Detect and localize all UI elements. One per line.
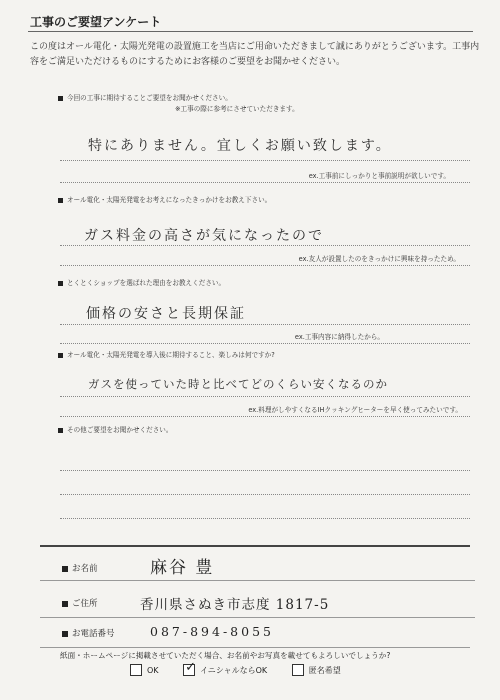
answer-1: 特にありません。宜しくお願い致します。 — [88, 138, 392, 154]
answer-2-line — [60, 245, 470, 246]
example-2: ex.友人が設置したのをきっかけに興味を持ったため。 — [298, 255, 460, 263]
question-4 — [58, 349, 275, 359]
answer-2-line-2 — [60, 265, 470, 266]
address-value: 香川県さぬき市志度 1817-5 — [140, 597, 330, 613]
question-2 — [58, 194, 271, 204]
answer-3-line — [60, 324, 470, 325]
option-ok-label: OK — [147, 665, 159, 675]
example-1: ex.工事前にしっかりと事前説明が欲しいです。 — [308, 172, 450, 180]
answer-5-line — [60, 470, 470, 471]
bullet-icon — [58, 96, 63, 101]
question-1-label: 今回の工事に期待することご要望をお聞かせください。 — [67, 94, 232, 102]
phone-label: お電話番号 — [72, 629, 115, 639]
answer-4-line — [60, 396, 470, 397]
phone-value: 087-894-8055 — [150, 624, 274, 639]
name-field — [62, 562, 98, 574]
name-value: 麻谷 豊 — [150, 558, 215, 578]
option-ok-checkbox[interactable] — [130, 664, 142, 676]
bullet-icon — [62, 601, 68, 607]
option-initials-ok[interactable] — [183, 660, 268, 676]
intro-text: この度はオール電化・太陽光発電の設置施工を当店にご用命いただきまして誠にありがとうございます。工事内容をご満足いただけるものにするためにお客様のご要望をお聞かせください。 — [30, 42, 480, 67]
name-label: お名前 — [72, 564, 98, 574]
example-4: ex.料理がしやすくなるIHクッキングヒーターを早く使ってみたいです。 — [248, 406, 462, 414]
answer-1-line — [60, 160, 470, 161]
option-initials-ok-label: イニシャルならOK — [200, 665, 268, 675]
answer-1-line-2 — [60, 182, 470, 183]
question-2-label: オール電化・太陽光発電をお考えになったきっかけをお教え下さい。 — [67, 196, 272, 204]
answer-4-line-2 — [60, 416, 470, 417]
question-3-label: とくとくショップを選ばれた理由をお教えください。 — [67, 279, 226, 287]
answer-3-line-2 — [60, 343, 470, 344]
check-icon: ✓ — [185, 660, 196, 675]
answer-5-line-2 — [60, 494, 470, 495]
question-5-label: その他ご要望をお聞かせください。 — [67, 426, 173, 434]
question-1 — [58, 92, 232, 102]
option-initials-ok-checkbox[interactable] — [183, 660, 196, 676]
name-line — [40, 580, 475, 581]
consent-question: 紙面・ホームページに掲載させていただく場合、お名前やお写真を載せてもよろしいでしょうか? — [60, 651, 391, 660]
option-ok[interactable] — [130, 664, 159, 676]
answer-2: ガス料金の高さが気になったので — [84, 228, 324, 244]
address-field — [62, 597, 98, 609]
question-5 — [58, 424, 173, 434]
answer-4: ガスを使っていた時と比べてどのくらい安くなるのか — [88, 377, 388, 391]
option-anonymous-checkbox[interactable] — [292, 664, 304, 676]
question-4-label: オール電化・太陽光発電を導入後に期待すること、楽しみは何ですか? — [67, 351, 275, 359]
bullet-icon — [58, 281, 63, 286]
question-1-note: ※工事の際に参考にさせていただきます。 — [175, 105, 299, 113]
answer-5-line-3 — [60, 518, 470, 519]
bullet-icon — [62, 566, 68, 572]
option-anonymous[interactable] — [292, 664, 341, 676]
survey-title: 工事のご要望アンケート — [30, 15, 162, 29]
address-line — [40, 617, 475, 618]
bullet-icon — [62, 631, 68, 637]
bullet-icon — [58, 353, 63, 358]
answer-3: 価格の安さと長期保証 — [86, 306, 246, 322]
consent-options — [130, 660, 363, 678]
address-label: ご住所 — [72, 599, 98, 609]
title-underline — [28, 31, 473, 32]
bullet-icon — [58, 198, 63, 203]
example-3: ex.工事内容に納得したから。 — [294, 333, 384, 341]
option-anonymous-label: 匿名希望 — [308, 665, 341, 675]
phone-field — [62, 627, 115, 639]
question-3 — [58, 277, 225, 287]
bullet-icon — [58, 428, 63, 433]
